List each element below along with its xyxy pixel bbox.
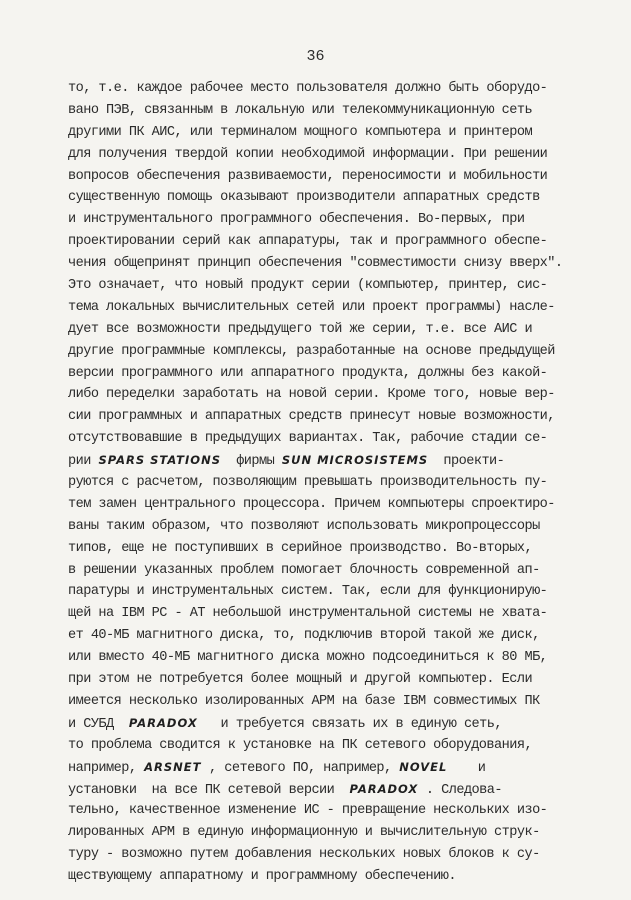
text-segment: чения общепринят принцип обеспечения "совместимости снизу вверх". — [68, 256, 563, 272]
text-line — [68, 384, 608, 406]
text-segment: и — [447, 760, 486, 776]
text-line — [68, 428, 608, 450]
text-line — [68, 187, 608, 209]
text-segment: либо переделки заработать на новой серии. Кроме того, новые вер- — [68, 387, 555, 403]
text-segment: фирмы — [220, 454, 282, 470]
handwritten-term: ARSNET — [144, 759, 202, 774]
handwritten-term: SUN MICROSISTEMS — [281, 453, 429, 468]
text-segment: вано ПЭВ, связанным в локальную или телекоммуникационную сеть — [68, 102, 533, 118]
text-line — [68, 822, 608, 844]
text-segment: лированных АРМ в единую информационную и вычислительную струк- — [68, 825, 540, 841]
text-segment: сии программных и аппаратных средств принесут новые возможности, — [68, 409, 555, 425]
text-segment: туру - возможно путем добавления нескольких новых блоков к су- — [68, 847, 540, 863]
text-line — [68, 253, 608, 275]
text-segment: Это означает, что новый продукт серии (компьютер, принтер, сис- — [68, 278, 548, 294]
text-segment: установки на все ПК сетевой версии — [68, 782, 350, 798]
text-segment: , сетевого ПО, например, — [201, 760, 400, 776]
text-line — [68, 144, 608, 166]
text-line — [68, 100, 608, 122]
text-segment: тельно, качественное изменение ИС - превращение нескольких изо- — [68, 803, 548, 819]
text-segment: проекти- — [428, 454, 505, 470]
handwritten-term: PARADOX — [128, 715, 198, 730]
text-segment: то, т.е. каждое рабочее место пользователя должно быть оборудо- — [68, 81, 548, 96]
text-segment: или вместо 40-МБ магнитного диска можно подсоединиться к 80 МБ, — [68, 650, 548, 666]
handwritten-term: PARADOX — [349, 781, 419, 796]
text-line — [68, 647, 608, 669]
text-line — [68, 735, 608, 757]
text-segment: . Следова- — [418, 782, 502, 798]
text-segment: щей на IBM PC - AT небольшой инструментальной системы не хвата- — [68, 606, 548, 622]
text-segment: другими ПК АИС, или терминалом мощного компьютера и принтером — [68, 124, 533, 140]
text-line — [68, 78, 608, 100]
text-line — [68, 363, 608, 385]
text-line — [68, 494, 608, 516]
text-line — [68, 866, 608, 888]
text-line — [68, 757, 608, 779]
text-line — [68, 319, 608, 341]
text-line — [68, 231, 608, 253]
handwritten-term: SPARS STATIONS — [98, 453, 221, 468]
text-line — [68, 472, 608, 494]
text-segment: существенную помощь оказывают производители аппаратных средств — [68, 190, 540, 206]
text-line — [68, 581, 608, 603]
text-segment: например, — [68, 760, 145, 776]
text-segment: и инструментального программного обеспечения. Во-первых, при — [68, 212, 525, 228]
text-segment: имеется несколько изолированных АРМ на базе IBM совместимых ПК — [68, 693, 540, 709]
text-line — [68, 713, 608, 735]
text-segment: и СУБД — [68, 716, 129, 732]
text-line — [68, 538, 608, 560]
text-segment: дует все возможности предыдущего той же серии, т.е. все АИС и — [68, 321, 533, 337]
text-segment: проектировании серий как аппаратуры, так и программного обеспе- — [68, 234, 548, 250]
text-line — [68, 625, 608, 647]
text-line — [68, 691, 608, 713]
body-text — [68, 78, 608, 888]
text-line — [68, 779, 608, 801]
text-segment: тем замен центрального процессора. Причем компьютеры спроектиро- — [68, 496, 555, 512]
text-segment: в решении указанных проблем помогает блочность современной ап- — [68, 562, 540, 578]
text-segment: при этом не потребуется более мощный и другой компьютер. Если — [68, 672, 533, 688]
text-line — [68, 844, 608, 866]
text-segment: и требуется связать их в единую сеть, — [197, 716, 502, 732]
text-segment: ществующему аппаратному и программному обеспечению. — [68, 869, 456, 885]
text-segment: типов, еще не поступивших в серийное производство. Во-вторых, — [68, 540, 533, 556]
text-segment: другие программные комплексы, разработанные на основе предыдущей — [68, 343, 555, 359]
text-line — [68, 341, 608, 363]
text-line — [68, 297, 608, 319]
text-segment: отсутствовавшие в предыдущих вариантах. Так, рабочие стадии се- — [68, 431, 548, 447]
text-line — [68, 122, 608, 144]
text-line — [68, 450, 608, 472]
text-segment: версии программного или аппаратного продукта, должны без какой- — [68, 365, 548, 381]
text-line — [68, 800, 608, 822]
text-segment: то проблема сводится к установке на ПК сетевого оборудования, — [68, 737, 533, 753]
text-line — [68, 516, 608, 538]
text-line — [68, 669, 608, 691]
text-segment: для получения твердой копии необходимой информации. При решении — [68, 146, 548, 162]
text-segment: вопросов обеспечения развиваемости, переносимости и мобильности — [68, 168, 548, 184]
text-segment: рии — [68, 454, 99, 470]
text-line — [68, 406, 608, 428]
text-line — [68, 209, 608, 231]
text-line — [68, 560, 608, 582]
text-segment: паратуры и инструментальных систем. Так, если для функционирую- — [68, 584, 548, 600]
text-segment: тема локальных вычислительных сетей или проект программы) наслe- — [68, 299, 555, 315]
text-segment: ваны таким образом, что позволяют использовать микропроцессоры — [68, 518, 540, 534]
text-line — [68, 166, 608, 188]
page-number: 36 — [306, 48, 325, 65]
text-line — [68, 603, 608, 625]
text-segment: ет 40-МБ магнитного диска, то, подключив второй такой же диск, — [68, 628, 540, 644]
handwritten-term: NOVEL — [399, 759, 448, 774]
text-line — [68, 275, 608, 297]
text-segment: руются с расчетом, позволяющим превышать производительность пу- — [68, 475, 548, 491]
